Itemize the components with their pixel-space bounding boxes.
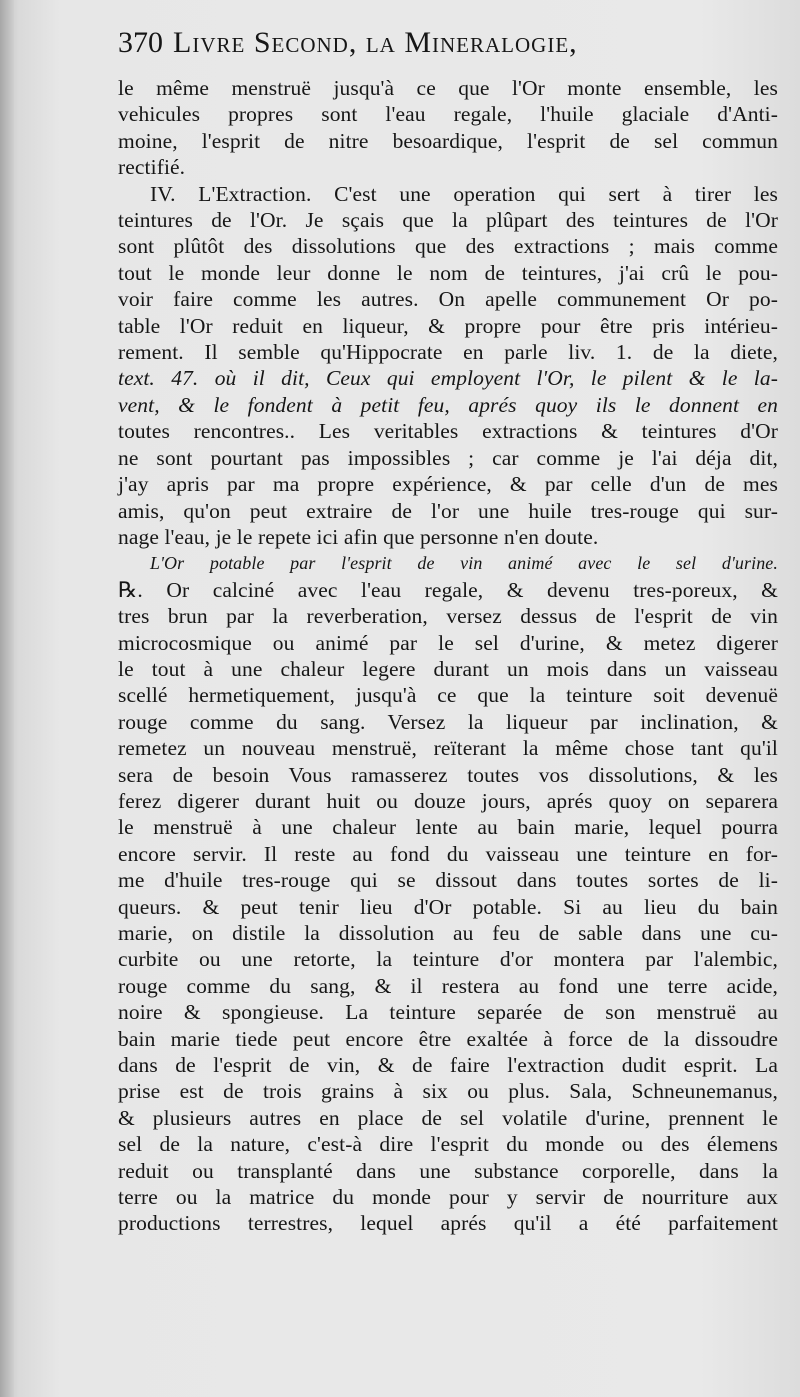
text-line: sera de besoin Vous ramasserez toutes vos dissolutions, & les (118, 762, 778, 787)
text-line: & plusieurs autres en place de sel volatile d'urine, prennent le (118, 1105, 778, 1130)
text-line: sont plûtôt des dissolutions que des extractions ; mais comme (118, 234, 778, 259)
recipe-title-line: L'Or potable par l'esprit de vin animé avec le sel d'urine. (150, 553, 778, 574)
section-heading-line: IV. L'Extraction. C'est une operation qui sert à tirer les (150, 181, 778, 206)
text-line: toutes rencontres.. Les veritables extractions & teintures d'Or (118, 419, 778, 444)
text-line: le même menstruë jusqu'à ce que l'Or monte ensemble, les (118, 76, 778, 100)
text-line: table l'Or reduit en liqueur, & propre pour être pris intérieu- (118, 313, 778, 338)
text-line: noire & spongieuse. La teinture separée de son menstruë au (118, 1000, 778, 1025)
text-line: rouge comme du sang, & il restera au fond une terre acide, (118, 973, 778, 998)
text-line: bain marie tiede peut encore être exaltée à force de la dissoudre (118, 1026, 778, 1051)
text-line: nage l'eau, je le repete ici afin que personne n'en doute. (118, 524, 599, 549)
text-line: rement. Il semble qu'Hippocrate en parle liv. 1. de la diete, (118, 340, 778, 365)
text-line: rectifié. (118, 155, 186, 180)
text-line: queurs. & peut tenir lieu d'Or potable. Si au lieu du bain (118, 894, 778, 919)
text-line: j'ay apris par ma propre expérience, & par celle d'un de mes (118, 472, 778, 497)
text-line: prise est de trois grains à six ou plus. Sala, Schneunemanus, (118, 1079, 778, 1104)
text-line: le menstruë à une chaleur lente au bain marie, lequel pourra (118, 815, 778, 840)
quoted-text-line: vent, & le fondent à petit feu, aprés quoy ils le donnent en (118, 392, 778, 417)
text-line: scellé hermetiquement, jusqu'à ce que la teinture soit devenuë (118, 683, 778, 708)
text-line: le tout à une chaleur legere durant un mois dans un vaisseau (118, 656, 778, 681)
text-line: remetez un nouveau menstruë, reïterant la même chose tant qu'il (118, 736, 778, 761)
text-line: teintures de l'Or. Je sçais que la plûpart des teintures de l'Or (118, 208, 778, 233)
text-line: tout le monde leur donne le nom de teintures, j'ai crû le pou- (118, 260, 778, 285)
text-line: voir faire comme les autres. On apelle communement Or po- (118, 287, 778, 312)
text-line: me d'huile tres-rouge qui se dissout dans toutes sortes de li- (118, 868, 778, 893)
text-line: curbite ou une retorte, la teinture d'or montera par l'alembic, (118, 947, 778, 972)
text-line: productions terrestres, lequel aprés qu'il a été parfaitement (118, 1211, 778, 1236)
text-line: microcosmique ou animé par le sel d'urine, & metez digerer (118, 630, 778, 655)
text-line: vehicules propres sont l'eau regale, l'huile glaciale d'Anti- (118, 102, 778, 127)
text-line: ferez digerer durant huit ou douze jours, aprés quoy on separera (118, 788, 778, 813)
text-line: marie, on distile la dissolution au feu de sable dans une cu- (118, 921, 778, 945)
text-line: tres brun par la reverberation, versez dessus de l'esprit de vin (118, 604, 778, 629)
text-line: encore servir. Il reste au fond du vaisseau une teinture en for- (118, 841, 778, 866)
page-header (118, 26, 778, 72)
running-title: Livre Second, la Mineralogie, (173, 26, 578, 59)
text-line: rouge comme du sang. Versez la liqueur par inclination, & (118, 709, 778, 734)
page-gutter-shadow (0, 0, 14, 1397)
text-line: ne sont pourtant pas impossibles ; car comme je l'ai déja dit, (118, 445, 778, 470)
text-line: sel de la nature, c'est-à dire l'esprit du monde ou des élemens (118, 1132, 778, 1157)
text-line: reduit ou transplanté dans une substance corporelle, dans la (118, 1158, 778, 1183)
text-line: dans de l'esprit de vin, & de faire l'extraction dudit esprit. La (118, 1053, 778, 1078)
text-line: amis, qu'on peut extraire de l'or une huile tres-rouge qui sur- (118, 498, 778, 523)
page-number: 370 (118, 26, 163, 59)
text-line: terre ou la matrice du monde pour y servir de nourriture aux (118, 1185, 778, 1210)
page-text-block (118, 26, 778, 1237)
quoted-text-line: text. 47. où il dit, Ceux qui employent l'Or, le pilent & le la- (118, 366, 778, 391)
text-line: ℞. Or calciné avec l'eau regale, & devenu tres-poreux, & (118, 577, 778, 602)
text-line: moine, l'esprit de nitre besoardique, l'esprit de sel commun (118, 128, 778, 153)
